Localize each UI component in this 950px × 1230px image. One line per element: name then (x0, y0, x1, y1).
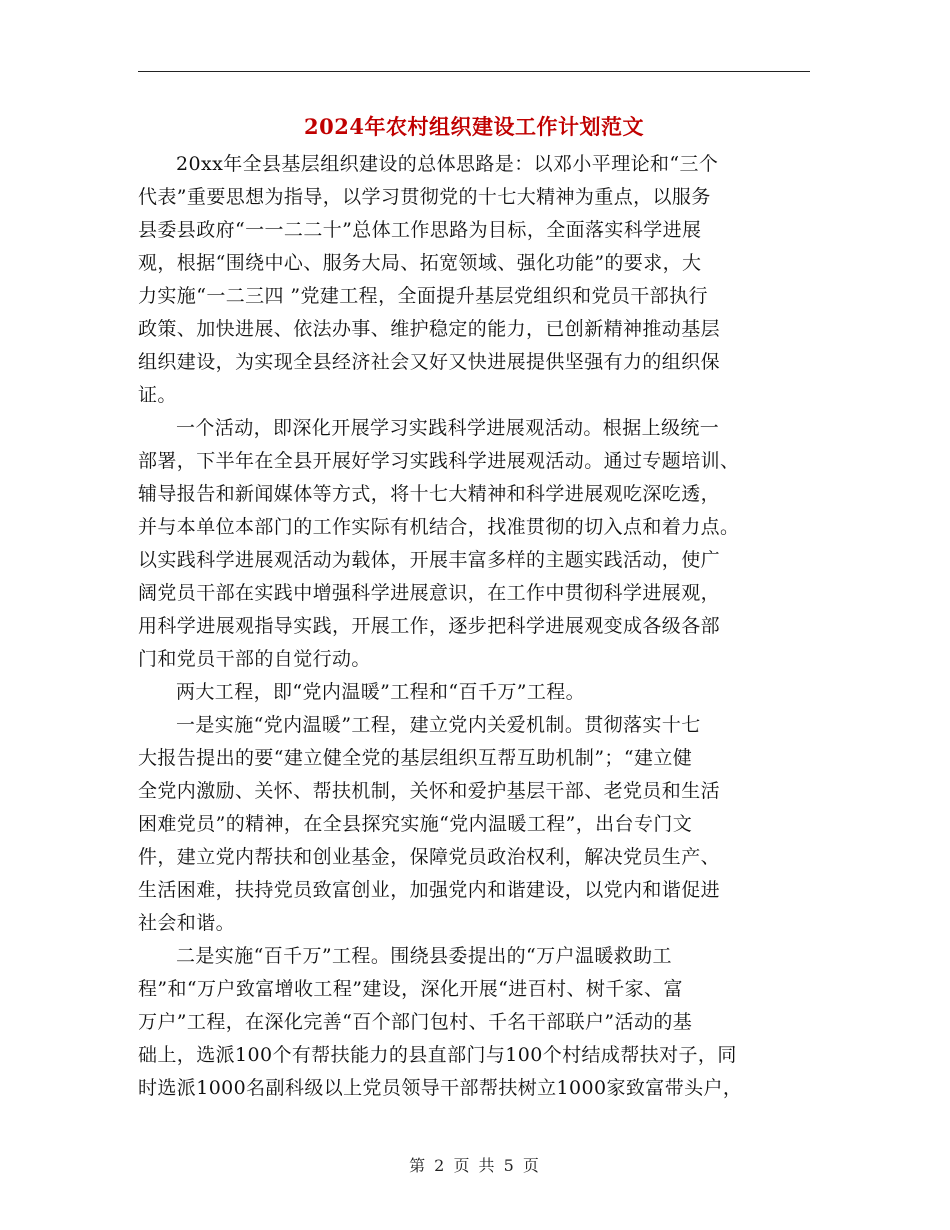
header-rule (138, 71, 810, 72)
text-line: 困难党员”的精神，在全县探究实施“党内温暖工程”，出台专门文 (138, 813, 693, 835)
text-line: 力实施“一二三四 ”党建工程，全面提升基层党组织和党员干部执行 (138, 285, 708, 307)
text-line: 证。 (138, 384, 177, 406)
text-line: 大报告提出的要“建立健全党的基层组织互帮互助机制”；“建立健 (138, 747, 693, 769)
text-line: 一是实施“党内温暖”工程，建立党内关爱机制。贯彻落实十七 (176, 714, 701, 736)
paragraph-3 (138, 676, 810, 709)
text-line: 阔党员干部在实践中增强科学进展意识，在工作中贯彻科学进展观， (138, 582, 721, 604)
text-line: 生活困难，扶持党员致富创业，加强党内和谐建设，以党内和谐促进 (138, 879, 721, 901)
text-line: 二是实施“百千万”工程。围绕县委提出的“万户温暖救助工 (176, 945, 672, 967)
text-line: 门和党员干部的自觉行动。 (138, 648, 371, 670)
text-line: 件，建立党内帮扶和创业基金，保障党员政治权利，解决党员生产、 (138, 846, 721, 868)
document-title: 2024年农村组织建设工作计划范文 (304, 114, 644, 139)
text-line: 万户”工程，在深化完善“百个部门包村、千名干部联户”活动的基 (138, 1011, 693, 1033)
paragraph-2 (138, 412, 810, 676)
page-number-footer: 第 2 页 共 5 页 (409, 1156, 541, 1175)
text-line: 程”和“万户致富增收工程”建设，深化开展“进百村、树千家、富 (138, 978, 683, 1000)
paragraph-5 (138, 940, 810, 1105)
document-body (138, 148, 810, 1105)
text-line: 时选派1000名副科级以上党员领导干部帮扶树立1000家致富带头户， (138, 1077, 743, 1099)
paragraph-1 (138, 148, 810, 412)
text-line: 代表”重要思想为指导，以学习贯彻党的十七大精神为重点，以服务 (138, 186, 711, 208)
text-line: 县委县政府“一一二二十”总体工作思路为目标，全面落实科学进展 (138, 219, 702, 241)
text-line: 一个活动，即深化开展学习实践科学进展观活动。根据上级统一 (176, 417, 720, 439)
text-line: 组织建设，为实现全县经济社会又好又快进展提供坚强有力的组织保 (138, 351, 721, 373)
text-line: 辅导报告和新闻媒体等方式，将十七大精神和科学进展观吃深吃透， (138, 483, 721, 505)
text-line: 全党内激励、关怀、帮扶机制，关怀和爱护基层干部、老党员和生活 (138, 780, 721, 802)
paragraph-4 (138, 709, 810, 940)
text-line: 以实践科学进展观活动为载体，开展丰富多样的主题实践活动，使广 (138, 549, 721, 571)
text-line: 政策、加快进展、依法办事、维护稳定的能力，已创新精神推动基层 (138, 318, 721, 340)
text-line: 础上，选派100个有帮扶能力的县直部门与100个村结成帮扶对子，同 (138, 1044, 737, 1066)
text-line: 部署，下半年在全县开展好学习实践科学进展观活动。通过专题培训、 (138, 450, 740, 472)
text-line: 观，根据“围绕中心、服务大局、拓宽领域、强化功能”的要求，大 (138, 252, 702, 274)
text-line: 两大工程，即“党内温暖”工程和“百千万”工程。 (176, 681, 586, 703)
text-line: 社会和谐。 (138, 912, 236, 934)
text-line: 20xx年全县基层组织建设的总体思路是：以邓小平理论和“三个 (176, 153, 719, 175)
text-line: 并与本单位本部门的工作实际有机结合，找准贯彻的切入点和着力点。 (138, 516, 740, 538)
text-line: 用科学进展观指导实践，开展工作，逐步把科学进展观变成各级各部 (138, 615, 721, 637)
